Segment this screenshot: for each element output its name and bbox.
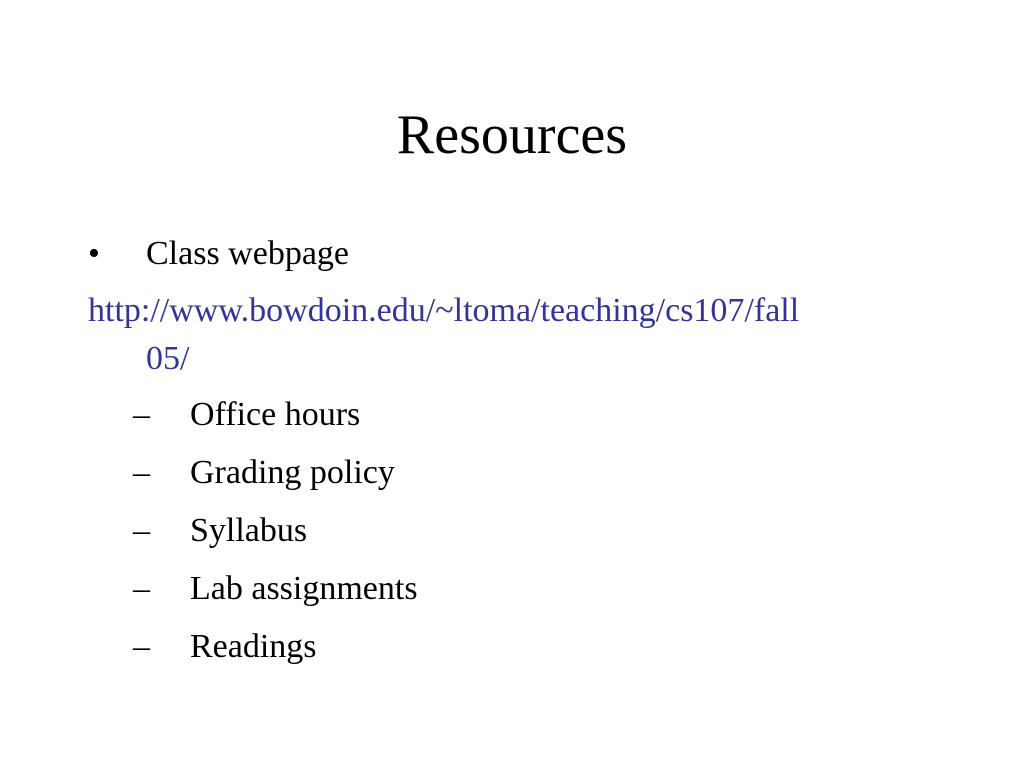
sub-item-marker: – xyxy=(133,628,150,665)
sub-item-label: Office hours xyxy=(190,396,361,433)
sub-item-office-hours xyxy=(133,391,418,449)
sub-item-marker: – xyxy=(133,512,150,549)
bullet-marker: • xyxy=(88,235,100,272)
sub-item-readings xyxy=(133,623,418,681)
sub-item-syllabus xyxy=(133,507,418,565)
resource-sub-list xyxy=(133,391,418,681)
bullet-text: Class webpage xyxy=(146,235,350,272)
sub-item-label: Readings xyxy=(190,628,317,665)
sub-item-grading-policy xyxy=(133,449,418,507)
sub-item-marker: – xyxy=(133,570,150,607)
link-line-1[interactable]: http://www.bowdoin.edu/~ltoma/teaching/cs107/fall xyxy=(88,292,800,329)
class-webpage-link[interactable] xyxy=(88,287,948,383)
bullet-class-webpage xyxy=(88,230,349,278)
slide-title: Resources xyxy=(396,104,628,166)
sub-item-label: Lab assignments xyxy=(190,570,418,607)
link-line-2[interactable]: 05/ xyxy=(146,340,190,377)
sub-item-lab-assignments xyxy=(133,565,418,623)
sub-item-label: Grading policy xyxy=(190,454,395,491)
sub-item-label: Syllabus xyxy=(190,512,308,549)
sub-item-marker: – xyxy=(133,396,150,433)
sub-item-marker: – xyxy=(133,454,150,491)
